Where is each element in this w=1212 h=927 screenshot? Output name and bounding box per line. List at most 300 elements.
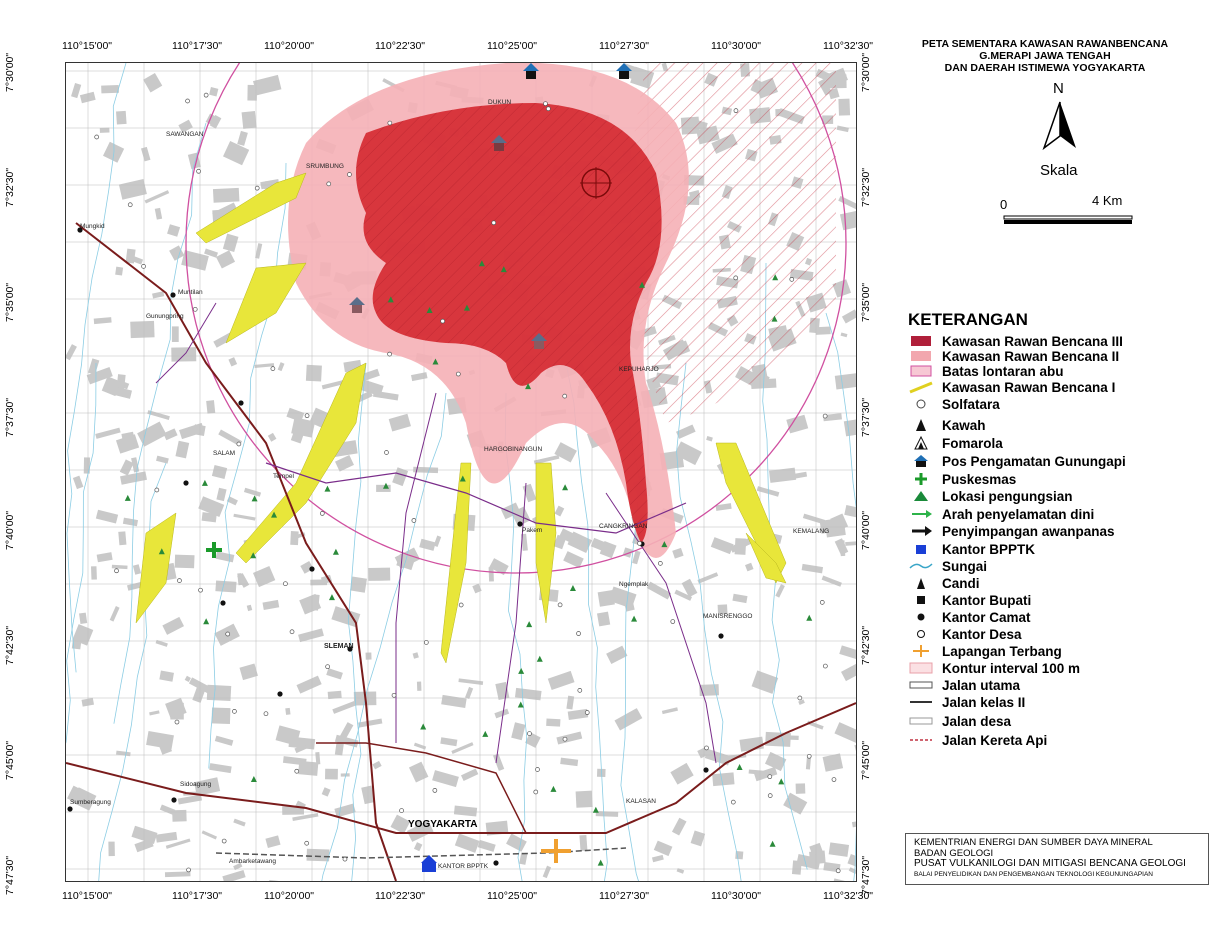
latitude-tick-label: 7°30'00" — [860, 52, 872, 92]
village-office-icon — [543, 102, 547, 106]
settlement-block — [290, 531, 298, 545]
class2-road-line — [908, 694, 934, 710]
settlement-block — [414, 842, 422, 851]
legend-label: Fomarola — [942, 435, 1003, 451]
settlement-block — [146, 731, 174, 749]
settlement-block — [697, 572, 718, 583]
village-office-icon — [115, 569, 119, 573]
settlement-block — [711, 537, 734, 554]
settlement-block — [112, 565, 128, 569]
river — [85, 463, 166, 881]
settlement-block — [307, 849, 330, 862]
village-office-icon — [836, 869, 840, 873]
settlement-block — [654, 841, 673, 857]
village-office-icon — [563, 737, 567, 741]
settlement-block — [143, 73, 162, 92]
ash-boundary-swatch — [908, 363, 934, 379]
airport-icon — [541, 839, 571, 863]
settlement-block — [506, 833, 527, 851]
evacuation-site-icon — [537, 656, 543, 662]
village-office-icon — [388, 121, 392, 125]
evacuation-site-icon — [420, 724, 426, 730]
village-office-icon — [546, 107, 550, 111]
settlement-block — [96, 510, 118, 524]
crater-icon — [908, 417, 934, 433]
settlement-block — [237, 131, 248, 146]
district-office-icon — [703, 767, 708, 772]
latitude-tick-label: 7°32'30" — [860, 167, 872, 207]
settlement-block — [121, 432, 135, 446]
settlement-block — [560, 758, 578, 766]
settlement-block — [118, 531, 126, 545]
village-office-icon — [290, 630, 294, 634]
settlement-block — [223, 234, 239, 252]
legend-label: Penyimpangan awanpanas — [942, 523, 1115, 539]
village-office-icon — [908, 626, 934, 642]
evacuation-site-icon — [252, 495, 258, 501]
settlement-block — [546, 718, 560, 726]
regent-office-icon — [908, 592, 934, 608]
legend-item — [908, 487, 1073, 505]
settlement-block — [454, 806, 477, 817]
settlement-block — [834, 722, 856, 743]
village-office-icon — [577, 632, 581, 636]
settlement-block — [458, 678, 483, 685]
settlement-block — [216, 250, 235, 268]
label-muntilan: Muntilan — [178, 289, 203, 296]
district-office-icon — [908, 609, 934, 625]
legend-label: Jalan utama — [942, 677, 1021, 693]
legend-item — [908, 712, 1011, 730]
label-kemalang: KEMALANG — [793, 528, 830, 535]
label-manisrenggo: MANISRENGGO — [703, 613, 753, 620]
settlement-block — [745, 563, 754, 572]
settlement-block — [614, 708, 642, 730]
district-office-icon — [238, 400, 243, 405]
legend-item — [908, 395, 1000, 413]
settlement-block — [489, 567, 494, 582]
longitude-tick-label: 110°22'30" — [374, 40, 426, 52]
settlement-block — [325, 769, 338, 780]
settlement-block — [162, 617, 184, 635]
village-office-icon — [347, 173, 351, 177]
scale-title: Skala — [1040, 162, 1078, 179]
legend-label: Kantor BPPTK — [942, 541, 1036, 557]
krb1-line — [908, 379, 934, 395]
legend-label: Jalan desa — [942, 713, 1012, 729]
district-office-icon — [171, 797, 176, 802]
village-office-icon — [175, 720, 179, 724]
settlement-block — [839, 645, 856, 661]
village-office-icon — [459, 603, 463, 607]
settlement-block — [806, 758, 811, 770]
village-office-icon — [95, 135, 99, 139]
legend-label: Pos Pengamatan Gunungapi — [942, 453, 1126, 469]
settlement-block — [159, 671, 174, 682]
latitude-tick-label: 7°47'30" — [860, 855, 872, 895]
settlement-block — [215, 580, 236, 592]
settlement-block — [79, 613, 87, 624]
settlement-block — [511, 722, 525, 740]
legend-label: Jalan Kereta Api — [942, 732, 1048, 748]
settlement-block — [145, 190, 170, 203]
evacuation-site-icon — [806, 615, 812, 621]
village-office-icon — [392, 693, 396, 697]
settlement-block — [97, 552, 113, 562]
health-center-icon — [908, 471, 934, 487]
north-label: N — [1053, 80, 1064, 97]
settlement-block — [366, 652, 372, 659]
settlement-block — [185, 676, 191, 682]
legend-label: Kontur interval 100 m — [942, 660, 1081, 676]
label-cangkringan: CANGKRINGAN — [599, 523, 648, 530]
north-arrow-icon — [1040, 100, 1080, 152]
label-sawangan: SAWANGAN — [166, 131, 204, 138]
evacuation-site-icon — [324, 486, 330, 492]
village-office-icon — [237, 442, 241, 446]
settlement-block — [783, 793, 807, 815]
settlement-block — [841, 332, 848, 337]
settlement-block — [212, 708, 231, 724]
settlement-block — [120, 459, 134, 475]
village-office-icon — [412, 518, 416, 522]
settlement-block — [285, 708, 290, 715]
village-office-icon — [534, 790, 538, 794]
pyroclastic-arrow-icon — [908, 523, 934, 539]
evacuation-site-icon — [598, 860, 604, 866]
institution-footer — [905, 833, 1209, 885]
evacuation-site-icon — [593, 807, 599, 813]
longitude-tick-label: 110°20'00" — [263, 890, 315, 902]
contour-line — [908, 660, 934, 676]
legend-label: Kawasan Rawan Bencana II — [942, 348, 1120, 364]
settlement-block — [175, 441, 189, 459]
longitude-tick-label: 110°32'30" — [822, 890, 874, 902]
footer-line: BADAN GEOLOGI — [914, 847, 994, 859]
settlement-block — [576, 791, 593, 808]
settlement-block — [73, 476, 83, 489]
settlement-block — [414, 743, 426, 750]
settlement-block — [215, 736, 234, 746]
village-office-icon — [658, 561, 662, 565]
latitude-tick-label: 7°32'30" — [4, 167, 16, 207]
settlement-block — [786, 415, 808, 434]
latitude-tick-label: 7°35'00" — [860, 282, 872, 322]
legend-item — [908, 693, 1025, 711]
settlement-block — [838, 196, 856, 212]
legend-item — [908, 540, 1035, 558]
settlement-block — [123, 518, 138, 527]
district-office-icon — [309, 566, 314, 571]
settlement-block — [840, 211, 856, 231]
legend-item — [908, 574, 980, 592]
settlement-block — [152, 291, 164, 298]
settlement-block — [554, 442, 577, 462]
village-office-icon — [226, 632, 230, 636]
label-dukun: DUKUN — [488, 99, 512, 106]
evacuation-site-icon — [333, 549, 339, 555]
settlement-block — [155, 208, 162, 220]
village-office-icon — [456, 372, 460, 376]
evacuation-site-icon — [778, 778, 784, 784]
longitude-tick-label: 110°30'00" — [710, 40, 762, 52]
settlement-block — [137, 421, 167, 446]
settlement-block — [841, 660, 856, 681]
village-office-icon — [186, 99, 190, 103]
legend-item — [908, 591, 1031, 609]
legend-item — [908, 434, 1003, 452]
legend-item — [908, 378, 1115, 396]
settlement-block — [223, 141, 249, 165]
label-tempel: Tempel — [273, 473, 294, 480]
scale-start: 0 — [1000, 197, 1008, 212]
village-office-icon — [384, 450, 388, 454]
evacuation-site-icon — [737, 764, 743, 770]
settlement-block — [822, 576, 842, 587]
legend-label: Sungai — [942, 558, 988, 574]
village-office-icon — [768, 775, 772, 779]
settlement-block — [606, 646, 627, 664]
settlement-block — [563, 551, 584, 568]
settlement-block — [167, 224, 180, 237]
village-office-icon — [734, 109, 738, 113]
evacuation-site-icon — [202, 480, 208, 486]
airport-icon — [908, 643, 934, 659]
district-office-icon — [67, 806, 72, 811]
settlement-block — [66, 344, 77, 360]
village-office-icon — [305, 414, 309, 418]
legend-label: Solfatara — [942, 396, 1000, 412]
settlement-block — [835, 373, 856, 389]
hazard-map[interactable] — [65, 62, 857, 882]
village-office-icon — [820, 600, 824, 604]
village-office-icon — [441, 319, 445, 323]
settlement-block — [670, 763, 693, 785]
village-office-icon — [704, 746, 708, 750]
legend-label: Lapangan Terbang — [942, 643, 1062, 659]
settlement-block — [441, 695, 466, 708]
settlement-block — [179, 423, 204, 439]
longitude-tick-label: 110°20'00" — [263, 40, 315, 52]
evacuation-site-icon — [518, 668, 524, 674]
latitude-tick-label: 7°42'30" — [860, 625, 872, 665]
settlement-block — [432, 770, 459, 787]
village-office-icon — [798, 696, 802, 700]
district-office-icon — [277, 691, 282, 696]
settlement-block — [389, 414, 411, 432]
settlement-block — [178, 795, 202, 805]
settlement-block — [465, 687, 473, 699]
main-road-line — [908, 677, 934, 693]
settlement-block — [175, 555, 195, 569]
latitude-tick-label: 7°37'30" — [860, 397, 872, 437]
settlement-block — [838, 99, 850, 116]
settlement-block — [119, 179, 147, 200]
settlement-block — [706, 436, 713, 441]
settlement-block — [268, 433, 277, 442]
village-office-icon — [388, 352, 392, 356]
settlement-block — [116, 111, 127, 125]
village-office-icon — [734, 276, 738, 280]
longitude-tick-label: 110°25'00" — [486, 890, 538, 902]
village-office-icon — [187, 868, 191, 872]
legend-item — [908, 625, 1022, 643]
settlement-block — [156, 456, 169, 464]
settlement-block — [322, 787, 331, 796]
settlement-block — [276, 725, 301, 745]
settlement-block — [845, 540, 856, 546]
settlement-block — [244, 488, 261, 497]
settlement-block — [239, 663, 257, 680]
settlement-block — [815, 326, 830, 334]
evacuation-site-icon — [203, 618, 209, 624]
village-office-icon — [731, 800, 735, 804]
settlement-block — [461, 768, 478, 780]
settlement-block — [802, 564, 823, 573]
village-office-icon — [128, 203, 132, 207]
village-office-icon — [578, 688, 582, 692]
village-office-icon — [671, 620, 675, 624]
settlement-block — [95, 428, 120, 439]
latitude-tick-label: 7°40'00" — [860, 510, 872, 550]
evacuation-site-icon — [329, 594, 335, 600]
village-office-icon — [232, 709, 236, 713]
village-office-icon — [264, 712, 268, 716]
legend-item — [908, 470, 1016, 488]
settlement-block — [472, 584, 481, 594]
settlement-block — [326, 668, 343, 679]
label-ambarketawang: Ambarketawang — [229, 858, 276, 865]
label-kalasan: KALASAN — [626, 798, 656, 805]
settlement-block — [283, 756, 307, 765]
district-office-icon — [517, 521, 522, 526]
label-ngemplak: Ngemplak — [619, 581, 649, 588]
village-road-line — [908, 713, 934, 729]
settlement-block — [340, 722, 354, 739]
settlement-block — [212, 465, 227, 479]
settlement-block — [652, 855, 664, 862]
legend-item — [908, 522, 1115, 540]
settlement-block — [206, 400, 215, 413]
latitude-tick-label: 7°45'00" — [4, 740, 16, 780]
settlement-block — [265, 835, 280, 848]
settlement-block — [253, 75, 281, 96]
settlement-block — [110, 606, 120, 622]
legend-label: Lokasi pengungsian — [942, 488, 1073, 504]
settlement-block — [409, 762, 428, 783]
village-office-icon — [193, 307, 197, 311]
title-line: G.MERAPI JAWA TENGAH — [979, 50, 1111, 62]
solfatara-icon — [908, 396, 934, 412]
footer-line: BALAI PENYELIDIKAN DAN PENGEMBANGAN TEKNOLOGI KEGUNUNGAPIAN — [914, 870, 1153, 878]
settlement-block — [209, 763, 231, 773]
settlement-block — [278, 362, 285, 371]
settlement-block — [209, 87, 218, 96]
settlement-block — [556, 732, 582, 745]
settlement-block — [735, 538, 747, 555]
evacuation-site-icon — [908, 488, 934, 504]
village-office-icon — [492, 221, 496, 225]
legend-item — [908, 505, 1094, 523]
settlement-block — [754, 767, 777, 781]
legend-item — [908, 557, 987, 575]
village-office-icon — [400, 809, 404, 813]
village-office-icon — [424, 640, 428, 644]
settlement-block — [101, 85, 119, 93]
footer-line: PUSAT VULKANILOGI DAN MITIGASI BENCANA GEOLOGI — [914, 858, 1186, 869]
settlement-block — [844, 419, 856, 436]
settlement-block — [202, 830, 217, 839]
settlement-block — [548, 671, 575, 690]
label-sidoagung: Sidoagung — [180, 781, 212, 788]
settlement-block — [335, 743, 344, 756]
village-office-icon — [305, 841, 309, 845]
latitude-tick-label: 7°45'00" — [860, 740, 872, 780]
legend-label: Kawasan Rawan Bencana III — [942, 333, 1123, 349]
evacuation-site-icon — [482, 731, 488, 737]
settlement-block — [296, 676, 321, 694]
longitude-tick-label: 110°15'00" — [61, 890, 113, 902]
village-office-icon — [255, 186, 259, 190]
legend-label: Kawasan Rawan Bencana I — [942, 379, 1116, 395]
settlement-block — [269, 880, 293, 881]
legend-label: Kantor Bupati — [942, 592, 1032, 608]
settlement-block — [672, 548, 683, 559]
river — [677, 363, 757, 881]
village-office-icon — [790, 277, 794, 281]
legend-label: Kantor Desa — [942, 626, 1022, 642]
settlement-block — [840, 540, 845, 556]
latitude-tick-label: 7°37'30" — [4, 397, 16, 437]
legend-label: Puskesmas — [942, 471, 1017, 487]
settlement-block — [350, 576, 367, 592]
fumarole-icon — [908, 435, 934, 451]
observation-post-icon — [908, 453, 934, 469]
settlement-block — [172, 326, 179, 342]
village-office-icon — [197, 169, 201, 173]
scale-end: 4 Km — [1092, 193, 1123, 208]
village-office-icon — [326, 665, 330, 669]
bpptk-office-icon — [421, 855, 437, 872]
settlement-block — [368, 568, 390, 581]
latitude-tick-label: 7°47'30" — [4, 855, 16, 895]
settlement-block — [100, 128, 110, 133]
label-kantor-bpptk: KANTOR BPPTK — [438, 863, 489, 870]
village-office-icon — [199, 588, 203, 592]
settlement-block — [796, 783, 806, 794]
settlement-block — [358, 718, 382, 727]
settlement-block — [597, 612, 610, 627]
settlement-block — [842, 309, 856, 323]
settlement-block — [172, 810, 187, 822]
label-mungkid: Mungkid — [80, 223, 105, 230]
settlement-block — [332, 700, 358, 714]
settlement-block — [141, 147, 150, 162]
settlement-block — [775, 584, 785, 598]
district-office-icon — [718, 633, 723, 638]
settlement-block — [691, 830, 706, 846]
settlement-block — [115, 267, 123, 276]
legend-label: Candi — [942, 575, 980, 591]
settlement-block — [71, 83, 81, 98]
settlement-block — [334, 804, 355, 818]
settlement-block — [222, 870, 245, 881]
evacuation-site-icon — [770, 841, 776, 847]
settlement-block — [417, 682, 422, 691]
legend-label: Arah penyelamatan dini — [942, 506, 1095, 522]
settlement-block — [298, 628, 324, 642]
latitude-tick-label: 7°42'30" — [4, 625, 16, 665]
